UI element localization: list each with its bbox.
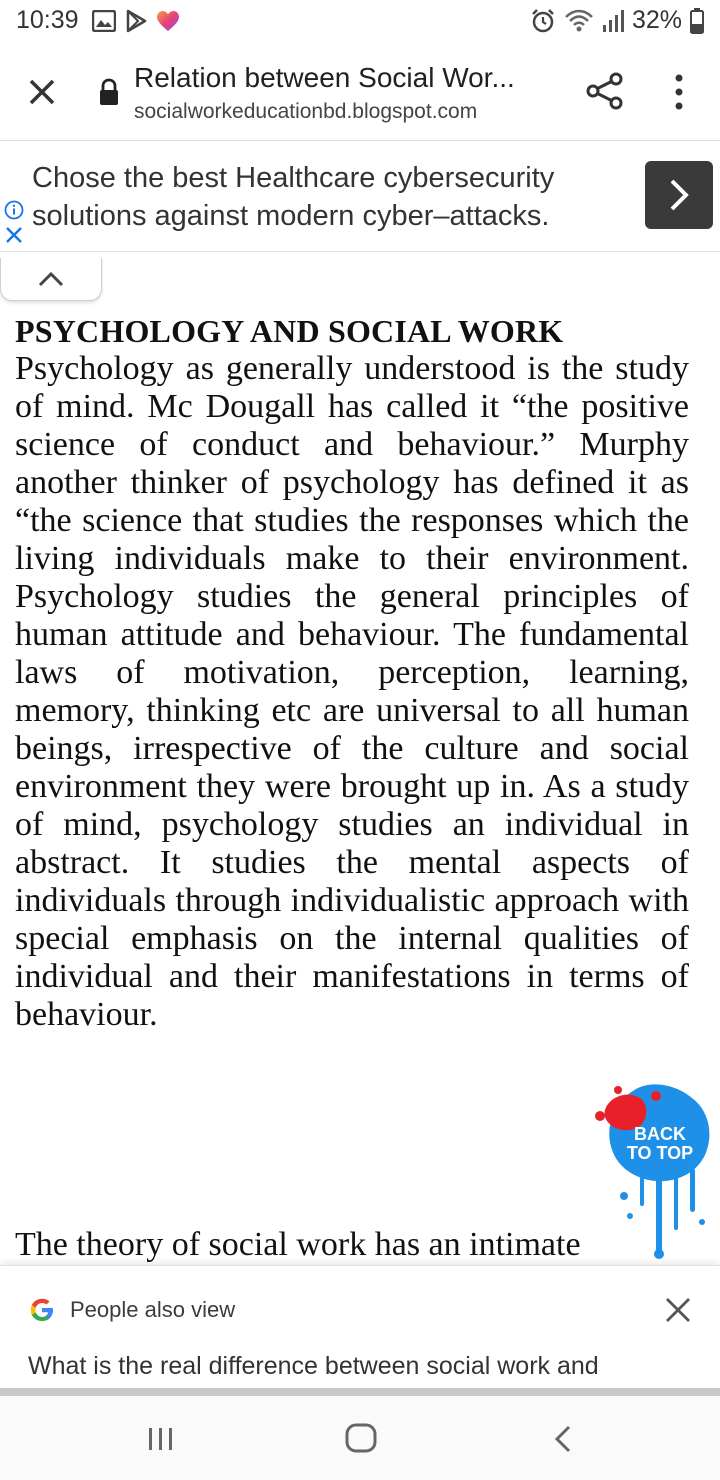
ad-text[interactable]: Chose the best Healthcare cybersecurity solutions against modern cyber–attacks. <box>32 162 555 232</box>
close-icon[interactable] <box>664 1296 692 1324</box>
people-also-view-item[interactable]: What is the real difference between social work and <box>28 1352 599 1380</box>
collapse-ad-button[interactable] <box>0 258 102 301</box>
system-nav-bar <box>0 1396 720 1480</box>
signal-icon <box>602 9 624 33</box>
google-g-icon <box>28 1296 56 1324</box>
people-also-view-panel <box>0 1265 720 1396</box>
article-paragraph: Psychology as generally understood is the study of mind. Mc Dougall has called it “the positive science of conduct and behaviour.” Murphy another thinker of psychology has defined it as “the science that studies the responses which the living individuals make to their environment. Psychology studies the general principles of human attitude and behaviour. The fundamental laws of motivation, perception, learning, memory, thinking etc are universal to all human beings, irrespective of the culture and social environment they were brought up in. As a study of mind, psychology studies an individual in abstract. It studies the mental aspects of individuals through individualistic approach with special emphasis on the internal qualities of individual and their manifestations in terms of behaviour. <box>15 350 689 1033</box>
close-icon[interactable] <box>22 72 62 112</box>
panel-divider <box>0 1388 720 1396</box>
ad-arrow-button[interactable] <box>645 161 713 229</box>
battery-percent: 32% <box>631 6 682 34</box>
ad-close-icon[interactable] <box>4 225 24 245</box>
alarm-icon <box>530 8 556 34</box>
back-to-top-splash-icon[interactable] <box>590 1078 715 1263</box>
article-heading: PSYCHOLOGY AND SOCIAL WORK <box>15 313 564 349</box>
gallery-icon <box>92 10 116 32</box>
browser-toolbar <box>0 44 720 141</box>
recent-apps-icon[interactable] <box>146 1426 176 1452</box>
people-also-view-title: People also view <box>70 1297 236 1322</box>
ad-info-icon[interactable] <box>4 200 24 220</box>
play-store-icon <box>124 9 148 33</box>
wifi-icon <box>564 9 594 33</box>
ad-banner[interactable] <box>0 141 720 252</box>
chevron-right-icon <box>664 175 694 215</box>
status-time: 10:39 <box>16 6 79 34</box>
battery-icon <box>690 8 704 34</box>
status-bar <box>0 0 720 44</box>
home-icon[interactable] <box>344 1422 378 1454</box>
page-title[interactable]: Relation between Social Wor... <box>134 62 515 93</box>
more-options-icon[interactable] <box>662 72 696 112</box>
heart-icon <box>156 10 180 32</box>
article-body <box>15 312 689 1034</box>
back-icon[interactable] <box>552 1424 574 1454</box>
lock-icon <box>98 78 120 106</box>
page-domain[interactable]: socialworkeducationbd.blogspot.com <box>134 100 478 123</box>
article-next-paragraph: The theory of social work has an intimate <box>15 1226 581 1263</box>
share-icon[interactable] <box>584 70 626 112</box>
chevron-up-icon <box>37 270 65 288</box>
back-to-top-label[interactable]: BACK TO TOP <box>626 1124 694 1163</box>
